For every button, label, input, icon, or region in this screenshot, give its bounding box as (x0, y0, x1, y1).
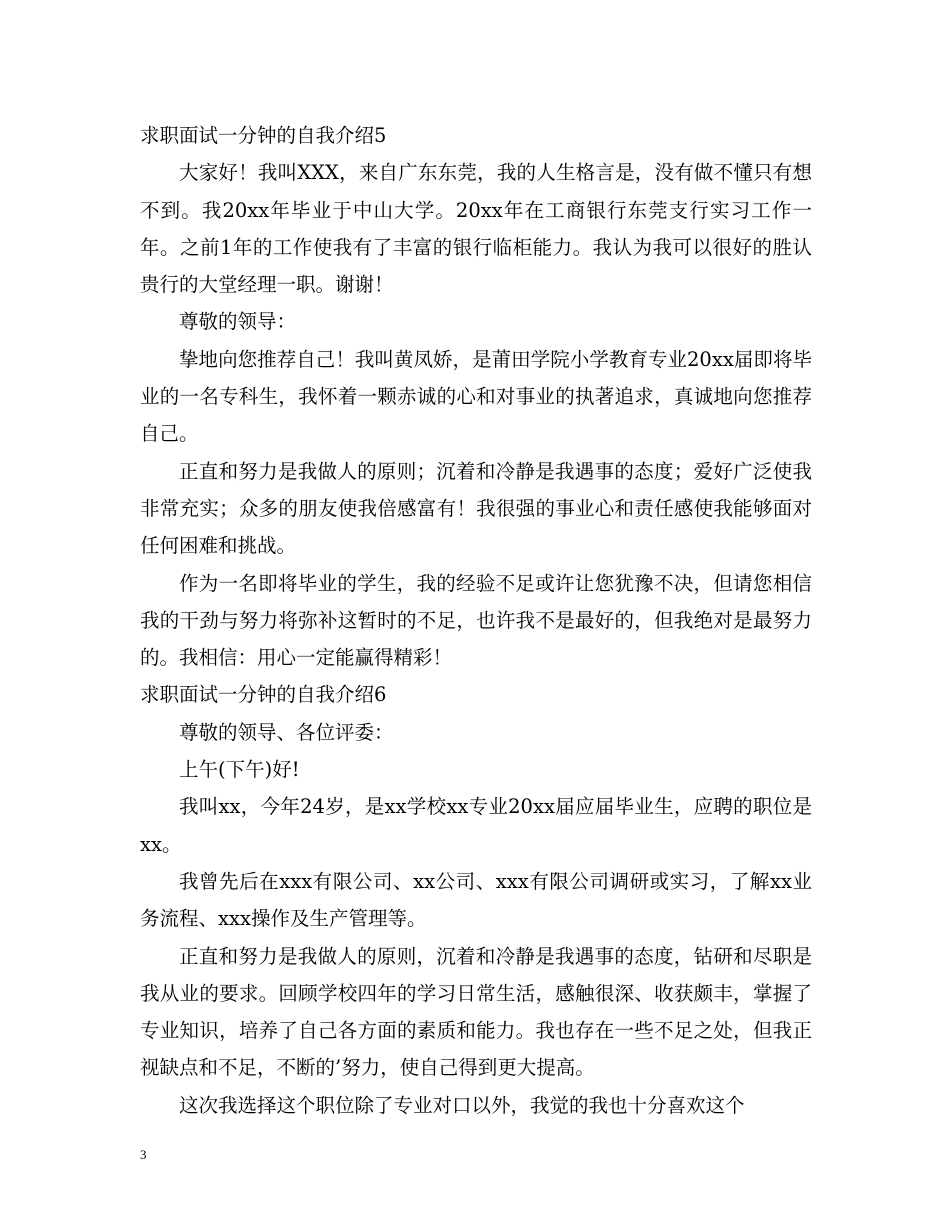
paragraph: 我曾先后在xxx有限公司、xx公司、xxx有限公司调研或实习，了解xx业务流程、xxx操作及生产管理等。 (140, 869, 812, 931)
paragraph: 尊敬的领导： (179, 310, 297, 334)
paragraph: 挚地向您推荐自己！我叫黄凤娇，是莆田学院小学教育专业20xx届即将毕业的一名专科生，我怀着一颗赤诚的心和对事业的执著追求，真诚地向您推荐自己。 (140, 347, 812, 446)
paragraph: 上午(下午)好! (179, 758, 300, 782)
page-number: 3 (140, 1147, 147, 1162)
paragraph: 正直和努力是我做人的原则；沉着和冷静是我遇事的态度；爱好广泛使我非常充实；众多的朋友使我倍感富有！我很强的事业心和责任感使我能够面对任何困难和挑战。 (140, 459, 812, 558)
paragraph: 正直和努力是我做人的原则，沉着和冷静是我遇事的态度，钻研和尽职是我从业的要求。回顾学校四年的学习日常生活，感触很深、收获颇丰，掌握了专业知识，培养了自己各方面的素质和能力。我也存在一些不足之处，但我正视缺点和不足，不断的’努力，使自己得到更大提高。 (140, 944, 812, 1080)
paragraph: 尊敬的领导、各位评委： (179, 720, 394, 744)
paragraph: 作为一名即将毕业的学生，我的经验不足或许让您犹豫不决，但请您相信我的干劲与努力将弥补这暂时的不足，也许我不是最好的，但我绝对是最努力的。我相信：用心一定能赢得精彩！ (140, 571, 812, 670)
paragraph: 这次我选择这个职位除了专业对口以外，我觉的我也十分喜欢这个 (179, 1093, 745, 1117)
section-heading-5: 求职面试一分钟的自我介绍5 (140, 124, 387, 147)
paragraph: 大家好！我叫XXX，来自广东东莞，我的人生格言是，没有做不懂只有想不到。我20xx年毕业于中山大学。20xx年在工商银行东莞支行实习工作一年。之前1年的工作使我有了丰富的银行临柜能力。我认为我可以很好的胜认贵行的大堂经理一职。谢谢！ (140, 161, 812, 297)
section-heading-6: 求职面试一分钟的自我介绍6 (140, 683, 387, 707)
document-body (140, 117, 812, 1124)
paragraph: 我叫xx，今年24岁，是xx学校xx专业20xx届应届毕业生，应聘的职位是xx。 (140, 795, 812, 856)
